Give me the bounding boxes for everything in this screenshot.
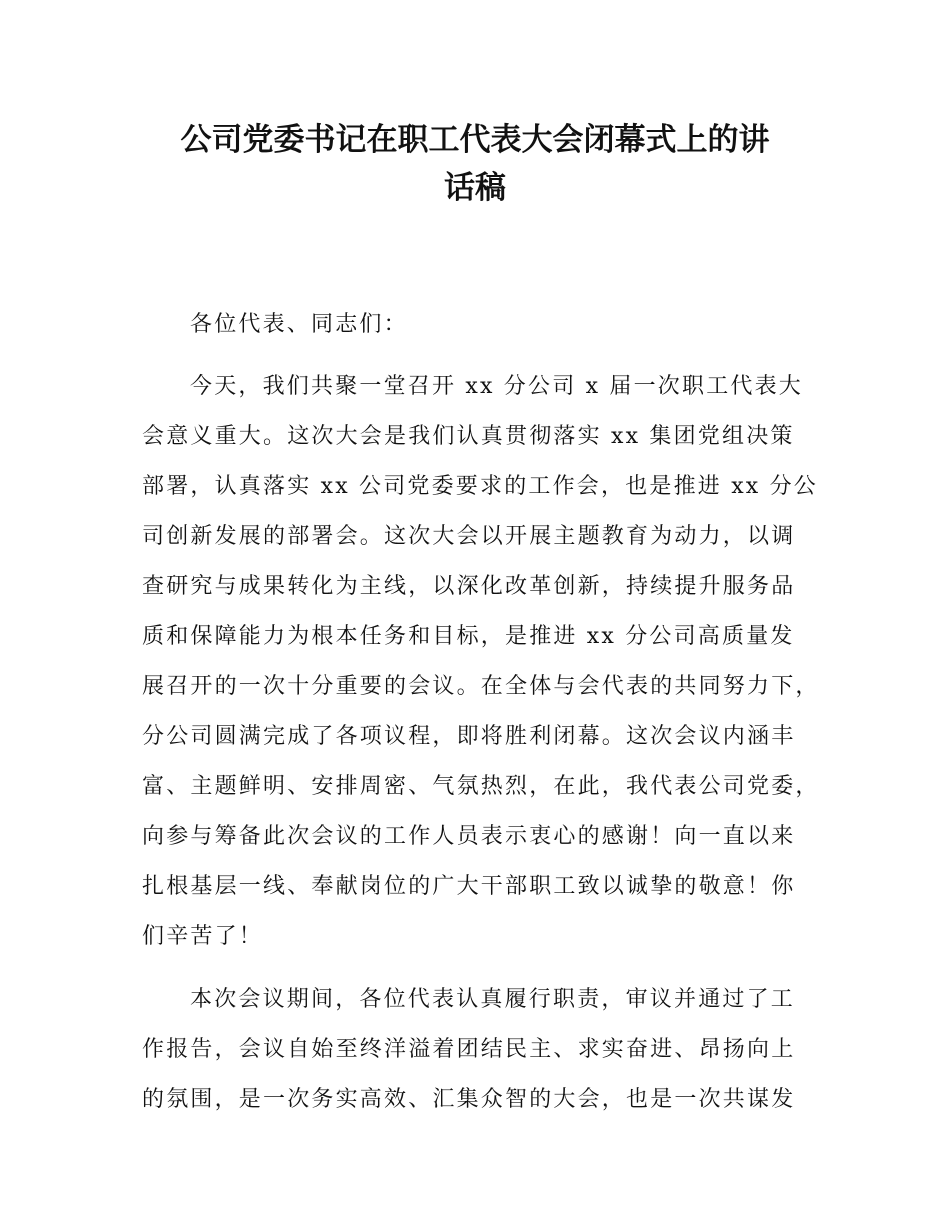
- paragraph-line: 部署，认真落实 xx 公司党委要求的工作会，也是推进 xx 分公: [142, 474, 819, 499]
- paragraph-line: 查研究与成果转化为主线，以深化改革创新，持续提升服务品: [142, 574, 796, 599]
- paragraph-line: 本次会议期间，各位代表认真履行职责，审议并通过了工: [190, 987, 796, 1012]
- document-title-line-1: 公司党委书记在职工代表大会闭幕式上的讲: [180, 122, 770, 158]
- paragraph-line: 的氛围，是一次务实高效、汇集众智的大会，也是一次共谋发: [142, 1087, 796, 1112]
- paragraph-line: 司创新发展的部署会。这次大会以开展主题教育为动力，以调: [142, 524, 796, 549]
- paragraph-line: 作报告，会议自始至终洋溢着团结民主、求实奋进、昂扬向上: [142, 1037, 796, 1062]
- salutation: 各位代表、同志们：: [190, 312, 408, 337]
- document-title-line-2: 话稿: [444, 170, 506, 206]
- paragraph-line: 扎根基层一线、奉献岗位的广大干部职工致以诚挚的敬意！你: [142, 874, 796, 899]
- paragraph-line: 今天，我们共聚一堂召开 xx 分公司 x 届一次职工代表大: [190, 374, 803, 399]
- paragraph-line: 们辛苦了！: [142, 924, 264, 949]
- paragraph-line: 分公司圆满完成了各项议程，即将胜利闭幕。这次会议内涵丰: [142, 724, 796, 749]
- paragraph-line: 向参与筹备此次会议的工作人员表示衷心的感谢！向一直以来: [142, 824, 796, 849]
- paragraph-line: 质和保障能力为根本任务和目标，是推进 xx 分公司高质量发: [142, 624, 795, 649]
- paragraph-line: 富、主题鲜明、安排周密、气氛热烈，在此，我代表公司党委，: [142, 774, 820, 799]
- paragraph-line: 会意义重大。这次大会是我们认真贯彻落实 xx 集团党组决策: [142, 424, 795, 449]
- paragraph-line: 展召开的一次十分重要的会议。在全体与会代表的共同努力下，: [142, 674, 820, 699]
